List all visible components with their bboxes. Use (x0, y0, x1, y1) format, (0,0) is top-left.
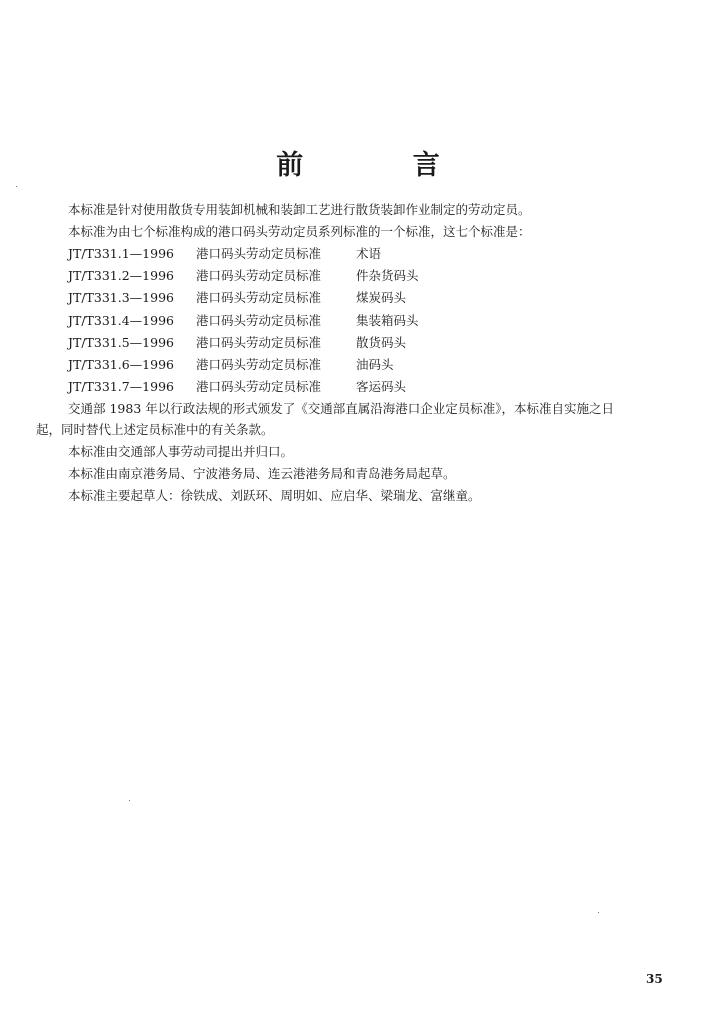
scan-speck (16, 186, 17, 187)
standard-row (68, 355, 394, 374)
standard-part: 散货码头 (356, 335, 407, 350)
standard-code: JT/T331.7—1996 (68, 379, 174, 394)
page-number: 35 (646, 972, 663, 986)
standard-name: 港口码头劳动定员标准 (196, 290, 322, 305)
standard-name: 港口码头劳动定员标准 (196, 335, 322, 350)
standard-code: JT/T331.4—1996 (68, 313, 174, 328)
standard-part: 煤炭码头 (356, 290, 407, 305)
paragraph-drafting-units: 本标准由南京港务局、宁波港务局、连云港港务局和青岛港务局起草。 (68, 466, 456, 481)
standard-name: 港口码头劳动定员标准 (196, 246, 322, 261)
standard-name: 港口码头劳动定员标准 (196, 268, 322, 283)
paragraph-proposer: 本标准由交通部人事劳动司提出并归口。 (68, 444, 294, 459)
standard-name: 港口码头劳动定员标准 (196, 313, 322, 328)
standard-row (68, 311, 419, 330)
page-title: 前 言 (276, 150, 490, 181)
paragraph-history-line2: 起，同时替代上述定员标准中的有关条款。 (36, 422, 274, 437)
paragraph-history-line1: 交通部 1983 年以行政法规的形式颁发了《交通部直属沿海港口企业定员标准》，本标准自实施之日 (68, 401, 615, 416)
standard-name: 港口码头劳动定员标准 (196, 357, 322, 372)
standard-row (68, 288, 406, 307)
standard-code: JT/T331.3—1996 (68, 290, 174, 305)
standard-code: JT/T331.6—1996 (68, 357, 174, 372)
standard-part: 客运码头 (356, 379, 407, 394)
standard-row (68, 266, 419, 285)
standard-name: 港口码头劳动定员标准 (196, 379, 322, 394)
scan-speck (598, 912, 599, 913)
standard-code: JT/T331.2—1996 (68, 268, 174, 283)
standard-part: 术语 (356, 246, 382, 261)
paragraph-series-intro: 本标准为由七个标准构成的港口码头劳动定员系列标准的一个标准，这七个标准是： (68, 224, 531, 239)
standard-part: 件杂货码头 (356, 268, 419, 283)
standard-code: JT/T331.1—1996 (68, 246, 174, 261)
standard-row (68, 244, 381, 263)
standard-code: JT/T331.5—1996 (68, 335, 174, 350)
paragraph-scope: 本标准是针对使用散货专用装卸机械和装卸工艺进行散货装卸作业制定的劳动定员。 (68, 202, 531, 217)
standard-part: 集装箱码头 (356, 313, 419, 328)
paragraph-drafters: 本标准主要起草人：徐铁成、刘跃环、周明如、应启华、梁瑞龙、富继童。 (68, 488, 481, 503)
standard-row (68, 377, 406, 396)
standard-part: 油码头 (356, 357, 394, 372)
standard-row (68, 333, 406, 352)
scan-speck (129, 800, 130, 801)
